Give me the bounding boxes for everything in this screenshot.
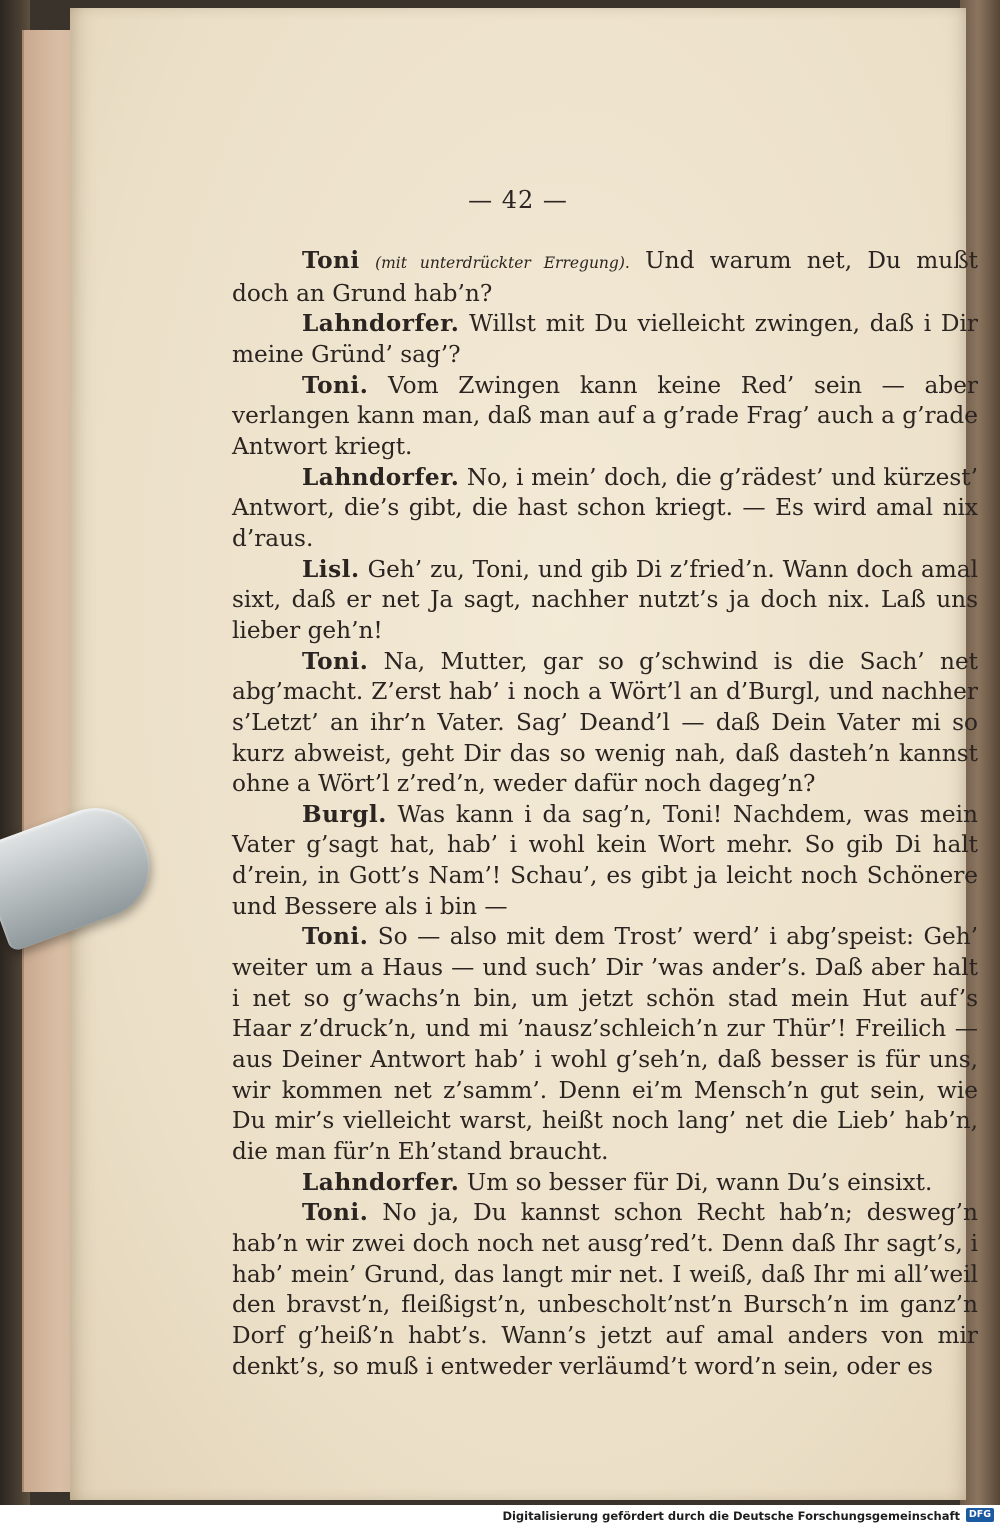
speaker-name: Lahndorfer. bbox=[302, 463, 460, 491]
dialogue-paragraph bbox=[232, 463, 978, 555]
dfg-logo-icon: DFG bbox=[966, 1508, 994, 1522]
speaker-name: Lahndorfer. bbox=[302, 1168, 460, 1196]
dialogue-paragraph bbox=[232, 309, 978, 370]
dialogue-line: Geh’ zu, Toni, und gib Di z’fried’n. Wann doch amal sixt, daß er net Ja sagt, nachher nutzt’s ja doch nix. Laß uns lieber geh’n! bbox=[232, 555, 978, 644]
page-number: — 42 — bbox=[468, 186, 568, 214]
dialogue-line: Um so besser für Di, wann Du’s einsixt. bbox=[459, 1168, 933, 1196]
dialogue-paragraph bbox=[232, 1168, 978, 1199]
dialogue-line: Willst mit Du vielleicht zwingen, daß i Dir meine Gründ’ sag’? bbox=[232, 310, 978, 368]
dialogue-line: No ja, Du kannst schon Recht hab’n; desweg’n hab’n wir zwei doch noch net ausg’red’t. Denn daß Ihr sagt’s, i hab’ mein’ Grund, das langt mir net. I weiß, daß Ihr mi all’weil den bravst’n, fleißigst’n, unbescholt’nst’n Bursch’n im ganz’n Dorf g’heiß’n habt’s. Wann’s jetzt auf amal anders von mir denkt’s, so muß i entweder verläumd’t word’n sein, oder es bbox=[232, 1199, 978, 1380]
dialogue-line: No, i mein’ doch, die g’rädest’ und kürzest’ Antwort, die’s gibt, die hast schon kriegt. — Es wird amal nix d’raus. bbox=[232, 463, 978, 552]
stage-direction: (mit unterdrückter Erregung). bbox=[375, 254, 630, 272]
dialogue-paragraph bbox=[232, 246, 978, 309]
dialogue-paragraph bbox=[232, 555, 978, 647]
speaker-name: Burgl. bbox=[302, 800, 387, 828]
speaker-name: Lahndorfer. bbox=[302, 310, 460, 338]
dialogue-line: Na, Mutter, gar so g’schwind is die Sach’ net abg’macht. Z’erst hab’ i noch a Wört’l an d’Burgl, und nachher s’Letzt’ an ihr’n Vater. Sag’ Deand’l — daß Dein Vater mi so kurz abweist, geht Dir das so wenig nah, daß dasteh’n kannst ohne a Wört’l z’red’n, weder dafür noch dageg’n? bbox=[232, 647, 978, 798]
dialogue-line: So — also mit dem Trost’ werd’ i abg’speist: Geh’ weiter um a Haus — und such’ Dir ’was ander’s. Daß aber halt i net so g’wachs’n bin, um jetzt schön stad mein Hut auf’s Haar z’druck’n, und mi ’nausz’schleich’n zur Thür’! Freilich — aus Deiner Antwort hab’ i wohl g’seh’n, daß besser is für uns, wir kommen net z’samm’. Denn ei’m Mensch’n gut sein, wie Du mir’s vielleicht warst, heißt noch lang’ net die Lieb’ hab’n, die man für’n Eh’stand braucht. bbox=[232, 923, 978, 1166]
speaker-name: Toni bbox=[302, 247, 360, 274]
dialogue-paragraph bbox=[232, 647, 978, 800]
speaker-name: Toni. bbox=[302, 371, 369, 399]
speaker-name: Toni. bbox=[302, 647, 369, 675]
speaker-name: Lisl. bbox=[302, 555, 360, 583]
dialogue-paragraph bbox=[232, 922, 978, 1167]
book-page bbox=[70, 8, 978, 1500]
dialogue-line: Und warum net, Du mußt doch an Grund hab’n? bbox=[232, 247, 978, 307]
dialogue-line: Vom Zwingen kann keine Red’ sein — aber verlangen kann man, daß man auf a g’rade Frag’ auch a g’rade Antwort kriegt. bbox=[232, 371, 978, 460]
dialogue-paragraph bbox=[232, 800, 978, 923]
speaker-name: Toni. bbox=[302, 1199, 369, 1227]
dialogue-paragraph bbox=[232, 1198, 978, 1382]
dialogue-line: Was kann i da sag’n, Toni! Nachdem, was mein Vater g’sagt hat, hab’ i wohl kein Wort mehr. So gib Di halt d’rein, in Gott’s Nam’! Schau’, es gibt ja leicht noch Schönere und Bessere als i bin — bbox=[232, 800, 978, 920]
funding-credit: Digitalisierung gefördert durch die Deutsche Forschungsgemeinschaft bbox=[502, 1509, 960, 1523]
speaker-name: Toni. bbox=[302, 923, 369, 951]
dialogue-paragraph bbox=[232, 371, 978, 463]
dialogue-text bbox=[232, 246, 978, 1382]
